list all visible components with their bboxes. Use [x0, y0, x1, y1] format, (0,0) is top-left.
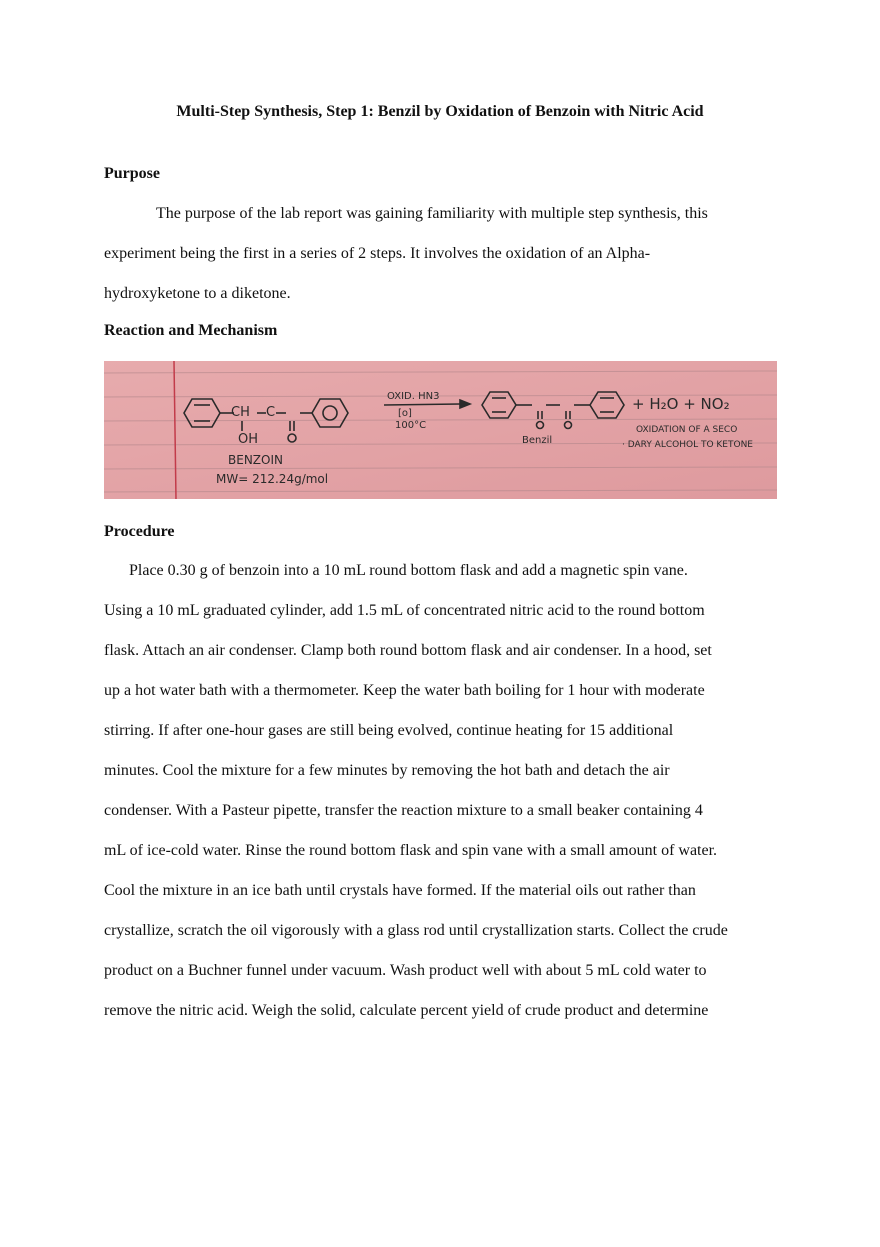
reactant-name-label: BENZOIN	[228, 453, 283, 467]
text-line: minutes. Cool the mixture for a few minutes by removing the hot bath and detach the air	[104, 762, 670, 779]
text-line: The purpose of the lab report was gaining familiarity with multiple step synthesis, this	[156, 205, 708, 222]
reaction-heading: Reaction and Mechanism	[104, 322, 278, 339]
text-line: condenser. With a Pasteur pipette, transfer the reaction mixture to a small beaker containing 4	[104, 802, 703, 819]
text-line: experiment being the first in a series of 2 steps. It involves the oxidation of an Alpha-	[104, 245, 651, 262]
text-line: Using a 10 mL graduated cylinder, add 1.5 mL of concentrated nitric acid to the round bottom	[104, 602, 705, 619]
text-line: Place 0.30 g of benzoin into a 10 mL round bottom flask and add a magnetic spin vane.	[129, 562, 688, 579]
text-line: product on a Buchner funnel under vacuum. Wash product well with about 5 mL cold water to	[104, 962, 707, 979]
text-line: remove the nitric acid. Weigh the solid, calculate percent yield of crude product and determine	[104, 1002, 709, 1019]
molecular-weight-label: MW= 212.24g/mol	[216, 472, 329, 486]
purpose-paragraph	[104, 194, 794, 314]
page-title: Multi-Step Synthesis, Step 1: Benzil by Oxidation of Benzoin with Nitric Acid	[176, 103, 704, 120]
reaction-photo	[104, 361, 777, 499]
note-label: · DARY ALCOHOL TO KETONE	[622, 440, 753, 450]
purpose-heading: Purpose	[104, 165, 160, 182]
procedure-paragraph	[104, 551, 794, 1031]
text-line: flask. Attach an air condenser. Clamp both round bottom flask and air condenser. In a hood, set	[104, 642, 712, 659]
text-line: crystallize, scratch the oil vigorously with a glass rod until crystallization starts. Collect the crude	[104, 922, 728, 939]
text-line: stirring. If after one-hour gases are still being evolved, continue heating for 15 additional	[104, 722, 674, 739]
text-line: Cool the mixture in an ice bath until crystals have formed. If the material oils out rather than	[104, 882, 696, 899]
text-line: mL of ice-cold water. Rinse the round bottom flask and spin vane with a small amount of water.	[104, 842, 718, 859]
text-line: hydroxyketone to a diketone.	[104, 285, 291, 302]
procedure-heading: Procedure	[104, 523, 175, 540]
reagent-label: OXID. HN3	[387, 391, 440, 402]
byproducts-label: + H₂O + NO₂	[632, 395, 730, 413]
catalyst-label: [o]	[398, 408, 412, 419]
product-name-label: Benzil	[522, 435, 553, 446]
ch-group-label: CH	[231, 405, 250, 420]
text-line: up a hot water bath with a thermometer. Keep the water bath boiling for 1 hour with moderate	[104, 682, 705, 699]
c-atom-label: C	[266, 405, 276, 420]
note-label: OXIDATION OF A SECO	[636, 425, 738, 435]
temperature-label: 100°C	[395, 420, 427, 431]
oh-group-label: OH	[238, 432, 259, 447]
